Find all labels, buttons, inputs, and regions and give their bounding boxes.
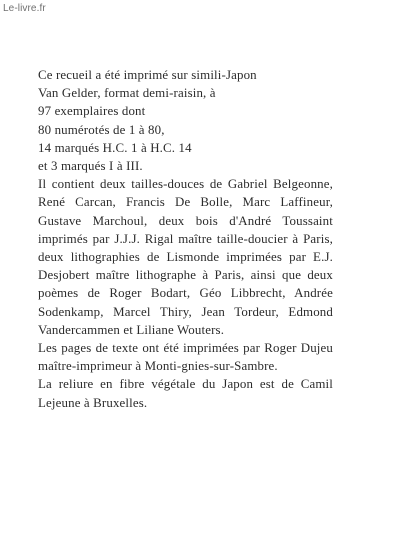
edition-line-2: Van Gelder, format demi-raisin, à: [38, 86, 216, 101]
edition-line-1: Ce recueil a été imprimé sur simili-Japon: [38, 68, 257, 82]
text-printing-paragraph: Les pages de texte ont été imprimées par Roger Dujeu maître-imprimeur à Monti-gnies-sur-Sambre.: [38, 341, 333, 374]
edition-line-5: 14 marqués H.C. 1 à H.C. 14: [38, 140, 192, 155]
edition-details: [38, 66, 333, 175]
edition-line-4: 80 numérotés de 1 à 80,: [38, 122, 165, 137]
edition-line-6: et 3 marqués I à III.: [38, 159, 143, 174]
contents-paragraph: Il contient deux tailles-douces de Gabriel Belgeonne, René Carcan, Francis De Bolle, Marc Laffineur, Gustave Marchoul, deux bois d'André Toussaint imprimés par J.J.J. Rigal maître taille-doucier à Paris, deux lithographies de Lismonde imprimées par E.J. Desjobert maître lithographe à Paris, ainsi que deux poèmes de Roger Bodart, Géo Libbrecht, Andrée Sodenkamp, Marcel Thiry, Jean Tordeur, Edmond Vandercammen et Liliane Wouters.: [38, 177, 333, 337]
colophon: [38, 66, 333, 412]
binding-paragraph: La reliure en fibre végétale du Japon est de Camil Lejeune à Bruxelles.: [38, 377, 333, 410]
watermark: Le-livre.fr: [3, 3, 46, 14]
edition-line-3: 97 exemplaires dont: [38, 104, 146, 119]
